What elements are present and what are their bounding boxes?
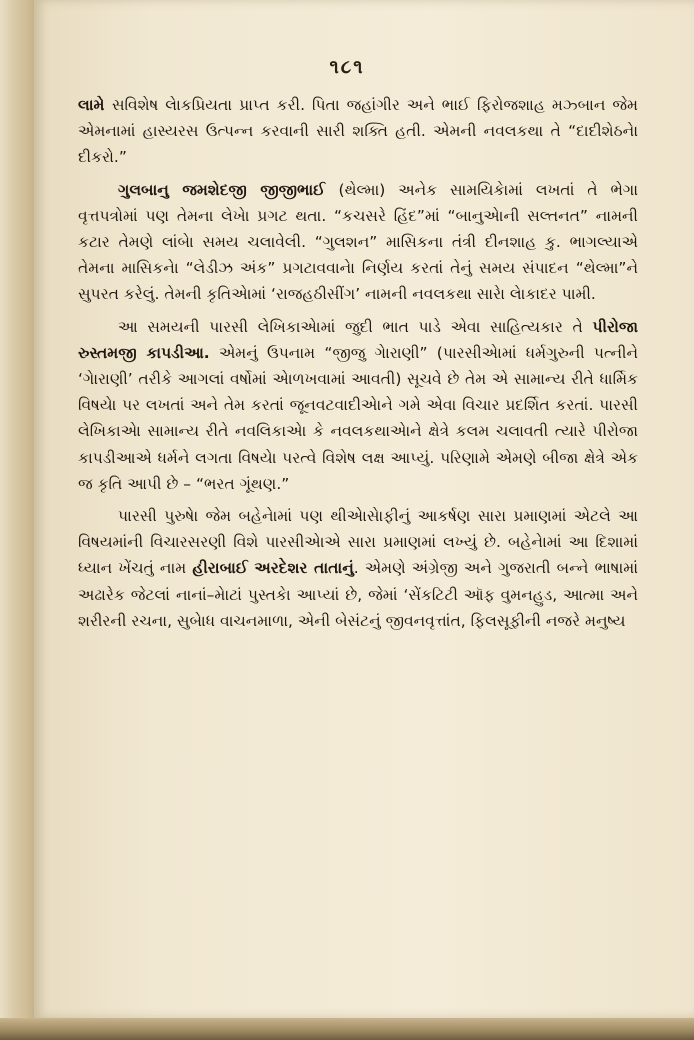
text-run: પીરોજા રુસ્તમજી કાપડીઆ. xyxy=(78,317,638,362)
body-text xyxy=(78,92,638,640)
page-bottom-edge xyxy=(0,1018,694,1040)
text-run: પારસી પુરુષેા જેમ બહેનેામાં પણ થીએાસેાફીનું આકર્ષણ સારા પ્રમાણમાં એટલે આ વિષયમાંની વિચારસરણી વિશે પારસીએાએ સારા પ્રમાણમાં લખ્યું છે. બહેનેામાં આ દિશામાં ધ્યાન ખેંચતું નામ xyxy=(78,507,638,578)
text-run: એમનું ઉપનામ “જીજુ ગેારાણી” (પારસીએામાં ધર્મગુરુની પત્નીને ‘ગેારાણી’ તરીકે આગલાં વર્ષોમાં એાળખવામાં આવતી) સૂચવે છે તેમ એ સામાન્ય રીતે ધાર્મિક વિષયેા પર લખતાં અને તેમ કરતાં જૂનવટવાદીએાને ગમે એવા વિચાર પ્રદર્શિત કરતાં. પારસી લેખિકાએા સામાન્ય રીતે નવલિકાએા કે નવલકથાએાને ક્ષેત્રે કલમ ચલાવતી ત્યારે પીરોજા કાપડીઆએ ધર્મને લગતા વિષયેા પરત્વે વિશેષ લક્ષ આપ્યું. પરિણામે એમણે બીજા ક્ષેત્રે એક જ કૃતિ આપી છે – “ભરત ગૂંથણ.” xyxy=(78,343,639,493)
text-run: (થેલ્મા) અનેક સામયિકેામાં લખતાં તે ભેગા વૃત્તપત્રોમાં પણ તેમના લેખેા પ્રગટ થતા. “કચસરે હિંદ”માં “બાનુએાની સલ્તનત” નામની કટાર તેમણે લાંબેા સમય ચલાવેલી. “ગુલશન” માસિકના તંત્રી દીનશાહ કુ. ભાગલ્યાએ તેમના માસિકનેા “લેડીઝ અંક” પ્રગટાવવાનેા નિર્ણય કરતાં તેનું સમય સંપાદન “થેલ્મા”ને સુપરત કરેલું. તેમની કૃતિએામાં ‘રાજહઠીસીંગ’ નામની નવલકથા સારેા લેાકાદર પામી. xyxy=(78,180,638,304)
text-run: આ સમયની પારસી લેખિકાએામાં જુદી ભાત પાડે એવા સાહિત્યકાર તે xyxy=(118,317,593,336)
paragraph xyxy=(78,503,638,634)
paragraph xyxy=(78,92,638,171)
text-run: . એમણે અંગ્રેજી અને ગુજરાતી બન્ને ભાષામાં અઢારેક જેટલાં નાનાં–મેાટાં પુસ્તકેા આપ્યાં છે, જેમાં ‘સેંકટિટી ઑફ વુમનહુડ, આત્મા અને શરીરની રચના, સુબેાધ વાચનમાળા, એની બેસંટનું જીવનવૃત્તાંત, ફિલસૂફીની નજરે મનુષ્ય xyxy=(78,559,638,630)
text-run: લામે xyxy=(78,96,112,114)
page-number: ૧૮૧ xyxy=(329,56,365,78)
text-run: ગુલબાનુ જમશેદજી જીજીભાઈ xyxy=(118,180,339,199)
paragraph xyxy=(78,314,638,497)
text-run: હીરાબાઈ અરદેશર તાતાનું xyxy=(192,559,354,578)
paragraph xyxy=(78,177,638,308)
text-run: સવિશેષ લેાકપ્રિયતા પ્રાપ્ત કરી. પિતા જહાંગીર અને ભાઈ ફિરોજશાહ મઝ્બાન જેમ એમનામાં હાસ્યરસ ઉત્પન્ન કરવાની સારી શક્તિ હતી. એમની નવલકથા તે “દાદીશેઠનેા દીકરો.” xyxy=(78,96,638,167)
